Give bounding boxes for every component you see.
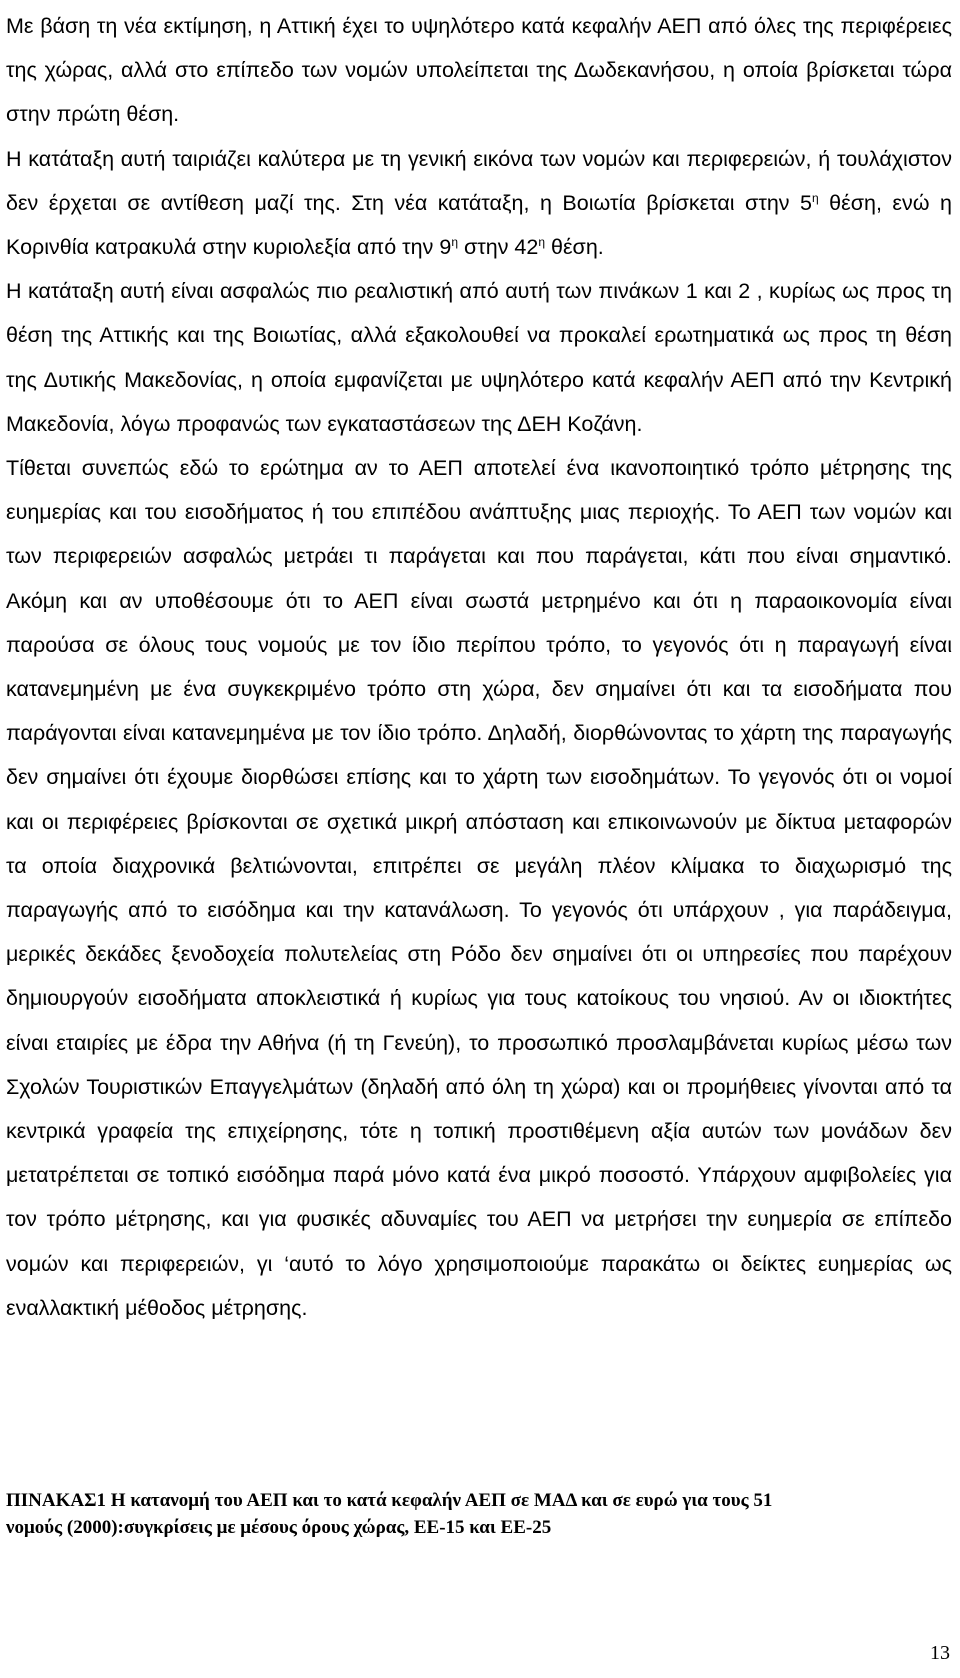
- table-caption-line-1: ΠΙΝΑΚΑΣ1 Η κατανομή του ΑΕΠ και το κατά κεφαλήν ΑΕΠ σε ΜΑΔ και σε ευρώ για τους 51: [6, 1490, 773, 1511]
- paragraph-attica-ranking: Με βάση τη νέα εκτίμηση, η Αττική έχει το υψηλότερο κατά κεφαλήν ΑΕΠ από όλες της περιφέρειες της χώρας, αλλά στο επίπεδο των νομών υπολείπεται της Δωδεκανήσου, η οποία βρίσκεται τώρα στην πρώτη θέση.: [6, 14, 952, 127]
- paragraph-new-ranking: [6, 137, 952, 270]
- ordinal-superscript: η: [538, 235, 546, 250]
- paragraph-text-segment: Η κατάταξη αυτή ταιριάζει καλύτερα με τη γενική εικόνα των νομών και περιφερειών, ή τουλάχιστον δεν έρχεται σε αντίθεση μαζί της. Στη νέα κατάταξη, η Βοιωτία βρίσκεται στην 5: [6, 146, 952, 215]
- paragraph-text-segment: θέση.: [545, 235, 604, 260]
- table-caption: [6, 1487, 952, 1541]
- paragraph-text-segment: θέση, ενώ η Κορινθία κατρακυλά στην κυριολεξία από την 9: [6, 190, 952, 260]
- ordinal-superscript: η: [811, 190, 819, 205]
- body-text: [6, 4, 952, 1330]
- paragraph-text-segment: στην 42: [458, 235, 539, 260]
- ordinal-superscript: η: [451, 235, 458, 250]
- paragraph-gdp-measurement: Τίθεται συνεπώς εδώ το ερώτημα αν το ΑΕΠ αποτελεί ένα ικανοποιητικό τρόπο μέτρησης της ευημερίας και του εισοδήματος ή του επιπέδου ανάπτυξης μιας περιοχής. Το ΑΕΠ των νομών και των περιφερειών ασφαλώς μετράει τι παράγεται και που παράγεται, κάτι που είναι σημαντικό. Ακόμη και αν υποθέσουμε ότι το ΑΕΠ είναι σωστά μετρημένο και ότι η παραοικονομία είναι παρούσα σε όλους τους νομούς με τον ίδιο περίπου τρόπο, το γεγονός ότι η παραγωγή είναι κατανεμημένη με ένα συγκεκριμένο τρόπο στη χώρα, δεν σημαίνει ότι και τα εισοδήματα που παράγονται είναι κατανεμημένα με τον ίδιο τρόπο. Δηλαδή, διορθώνοντας το χάρτη της παραγωγής δεν σημαίνει ότι έχουμε διορθώσει επίσης και το χάρτη των εισοδημάτων. Το γεγονός ότι οι νομοί και οι περιφέρειες βρίσκονται σε σχετικά μικρή απόσταση και επικοινωνούν με δίκτυα μεταφορών τα οποία διαχρονικά βελτιώνονται, επιτρέπει σε μεγάλη πλέον κλίμακα το διαχωρισμό της παραγωγής από το εισόδημα και την κατανάλωση. Το γεγονός ότι υπάρχουν , για παράδειγμα, μερικές δεκάδες ξενοδοχεία πολυτελείας στη Ρόδο δεν σημαίνει ότι οι υπηρεσίες που παρέχουν δημιουργούν εισοδήματα αποκλειστικά ή κυρίως για τους κατοίκους του νησιού. Αν οι ιδιοκτήτες είναι εταιρίες με έδρα την Αθήνα (ή τη Γενεύη), το προσωπικό προσλαμβάνεται κυρίως μέσω των Σχολών Τουριστικών Επαγγελμάτων (δηλαδή από όλη τη χώρα) και οι προμήθειες γίνονται από τα κεντρικά γραφεία της επιχείρησης, τότε η τοπική προστιθέμενη αξία αυτών των μονάδων δεν μετατρέπεται σε τοπικό εισόδημα παρά μόνο κατά ένα μικρό ποσοστό. Υπάρχουν αμφιβολείες για τον τρόπο μέτρησης, και για φυσικές αδυναμίες του ΑΕΠ να μετρήσει την ευημερία σε επίπεδο νομών και περιφερειών, γι ‘αυτό το λόγο χρησιμοποιούμε παρακάτω οι δείκτες ευημερίας ως εναλλακτική μέθοδος μέτρησης.: [6, 456, 952, 1320]
- table-caption-line-2: νομούς (2000):συγκρίσεις με μέσους όρους χώρας, ΕΕ-15 και ΕΕ-25: [6, 1517, 552, 1538]
- paragraph-realistic-ranking: Η κατάταξη αυτή είναι ασφαλώς πιο ρεαλιστική από αυτή των πινάκων 1 και 2 , κυρίως ως προς τη θέση της Αττικής και της Βοιωτίας, αλλά εξακολουθεί να προκαλεί ερωτηματικά ως προς τη θέση της Δυτικής Μακεδονίας, η οποία εμφανίζεται με υψηλότερο κατά κεφαλήν ΑΕΠ από την Κεντρική Μακεδονία, λόγω προφανώς των εγκαταστάσεων της ΔΕΗ Κοζάνη.: [6, 279, 952, 436]
- page-number: 13: [930, 1642, 950, 1664]
